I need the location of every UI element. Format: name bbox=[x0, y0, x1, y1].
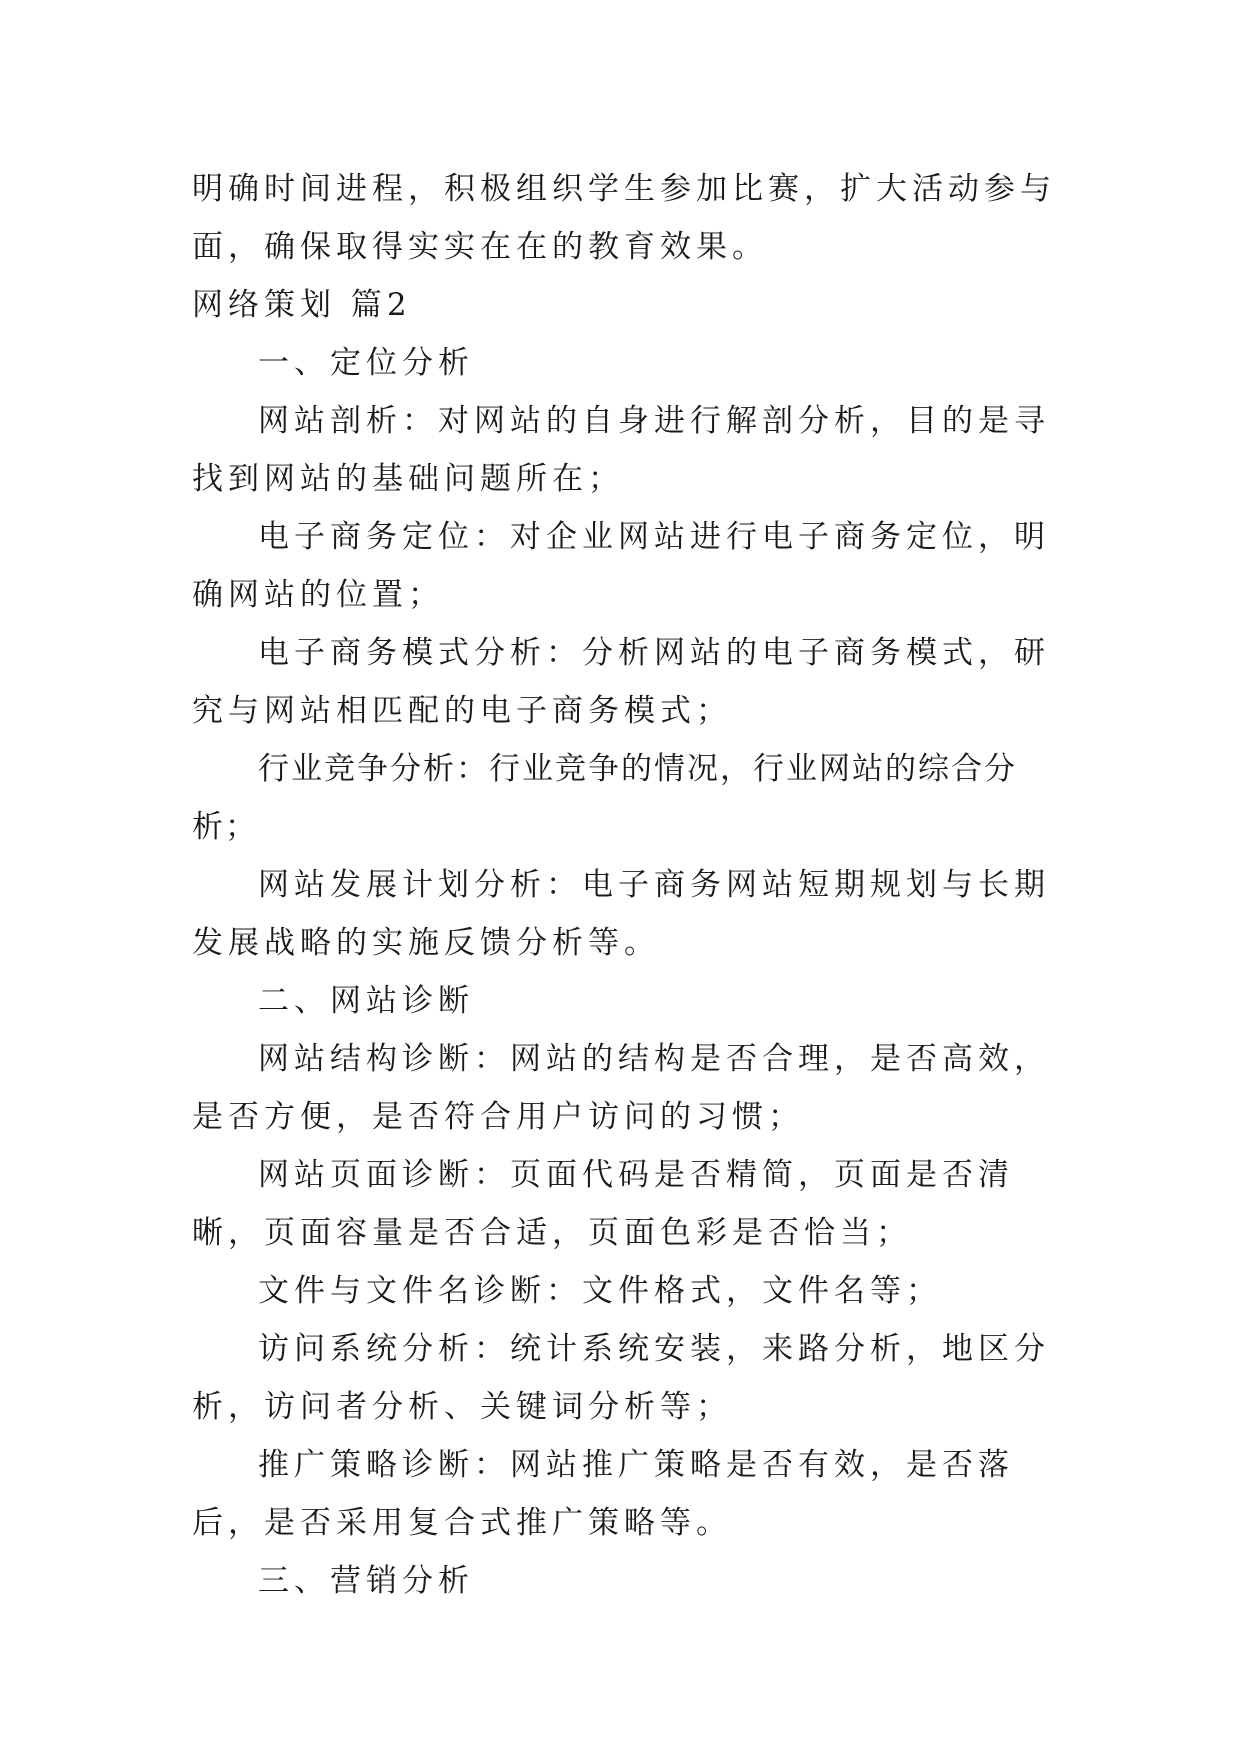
section-heading-diagnosis: 二、网站诊断 bbox=[258, 983, 474, 1019]
paragraph-ecommerce-model: 电子商务模式分析：分析网站的电子商务模式，研究与网站相匹配的电子商务模式； bbox=[192, 635, 1050, 729]
paragraph-page-diagnosis: 网站页面诊断：页面代码是否精简，页面是否清晰，页面容量是否合适，页面色彩是否恰当； bbox=[192, 1157, 1014, 1251]
paragraph-ecommerce-positioning: 电子商务定位：对企业网站进行电子商务定位，明确网站的位置； bbox=[192, 519, 1050, 613]
paragraph-site-analysis: 网站剖析：对网站的自身进行解剖分析，目的是寻找到网站的基础问题所在； bbox=[192, 403, 1050, 497]
section-heading-marketing: 三、营销分析 bbox=[258, 1563, 474, 1599]
paragraph-development-plan: 网站发展计划分析：电子商务网站短期规划与长期发展战略的实施反馈分析等。 bbox=[192, 867, 1050, 961]
paragraph-file-diagnosis: 文件与文件名诊断：文件格式，文件名等； bbox=[258, 1273, 942, 1309]
paragraph-access-system: 访问系统分析：统计系统安装，来路分析，地区分析，访问者分析、关键词分析等； bbox=[192, 1331, 1050, 1425]
section-heading-positioning: 一、定位分析 bbox=[258, 345, 474, 381]
document-body bbox=[192, 160, 1072, 1610]
section-title: 网络策划 篇2 bbox=[192, 287, 412, 323]
paragraph-structure-diagnosis: 网站结构诊断：网站的结构是否合理，是否高效，是否方便，是否符合用户访问的习惯； bbox=[192, 1041, 1050, 1135]
paragraph-promotion-diagnosis: 推广策略诊断：网站推广策略是否有效，是否落后，是否采用复合式推广策略等。 bbox=[192, 1447, 1014, 1541]
paragraph-industry-competition: 行业竞争分析：行业竞争的情况，行业网站的综合分析； bbox=[192, 751, 1017, 845]
intro-paragraph: 明确时间进程，积极组织学生参加比赛，扩大活动参与面，确保取得实实在在的教育效果。 bbox=[192, 171, 1056, 265]
